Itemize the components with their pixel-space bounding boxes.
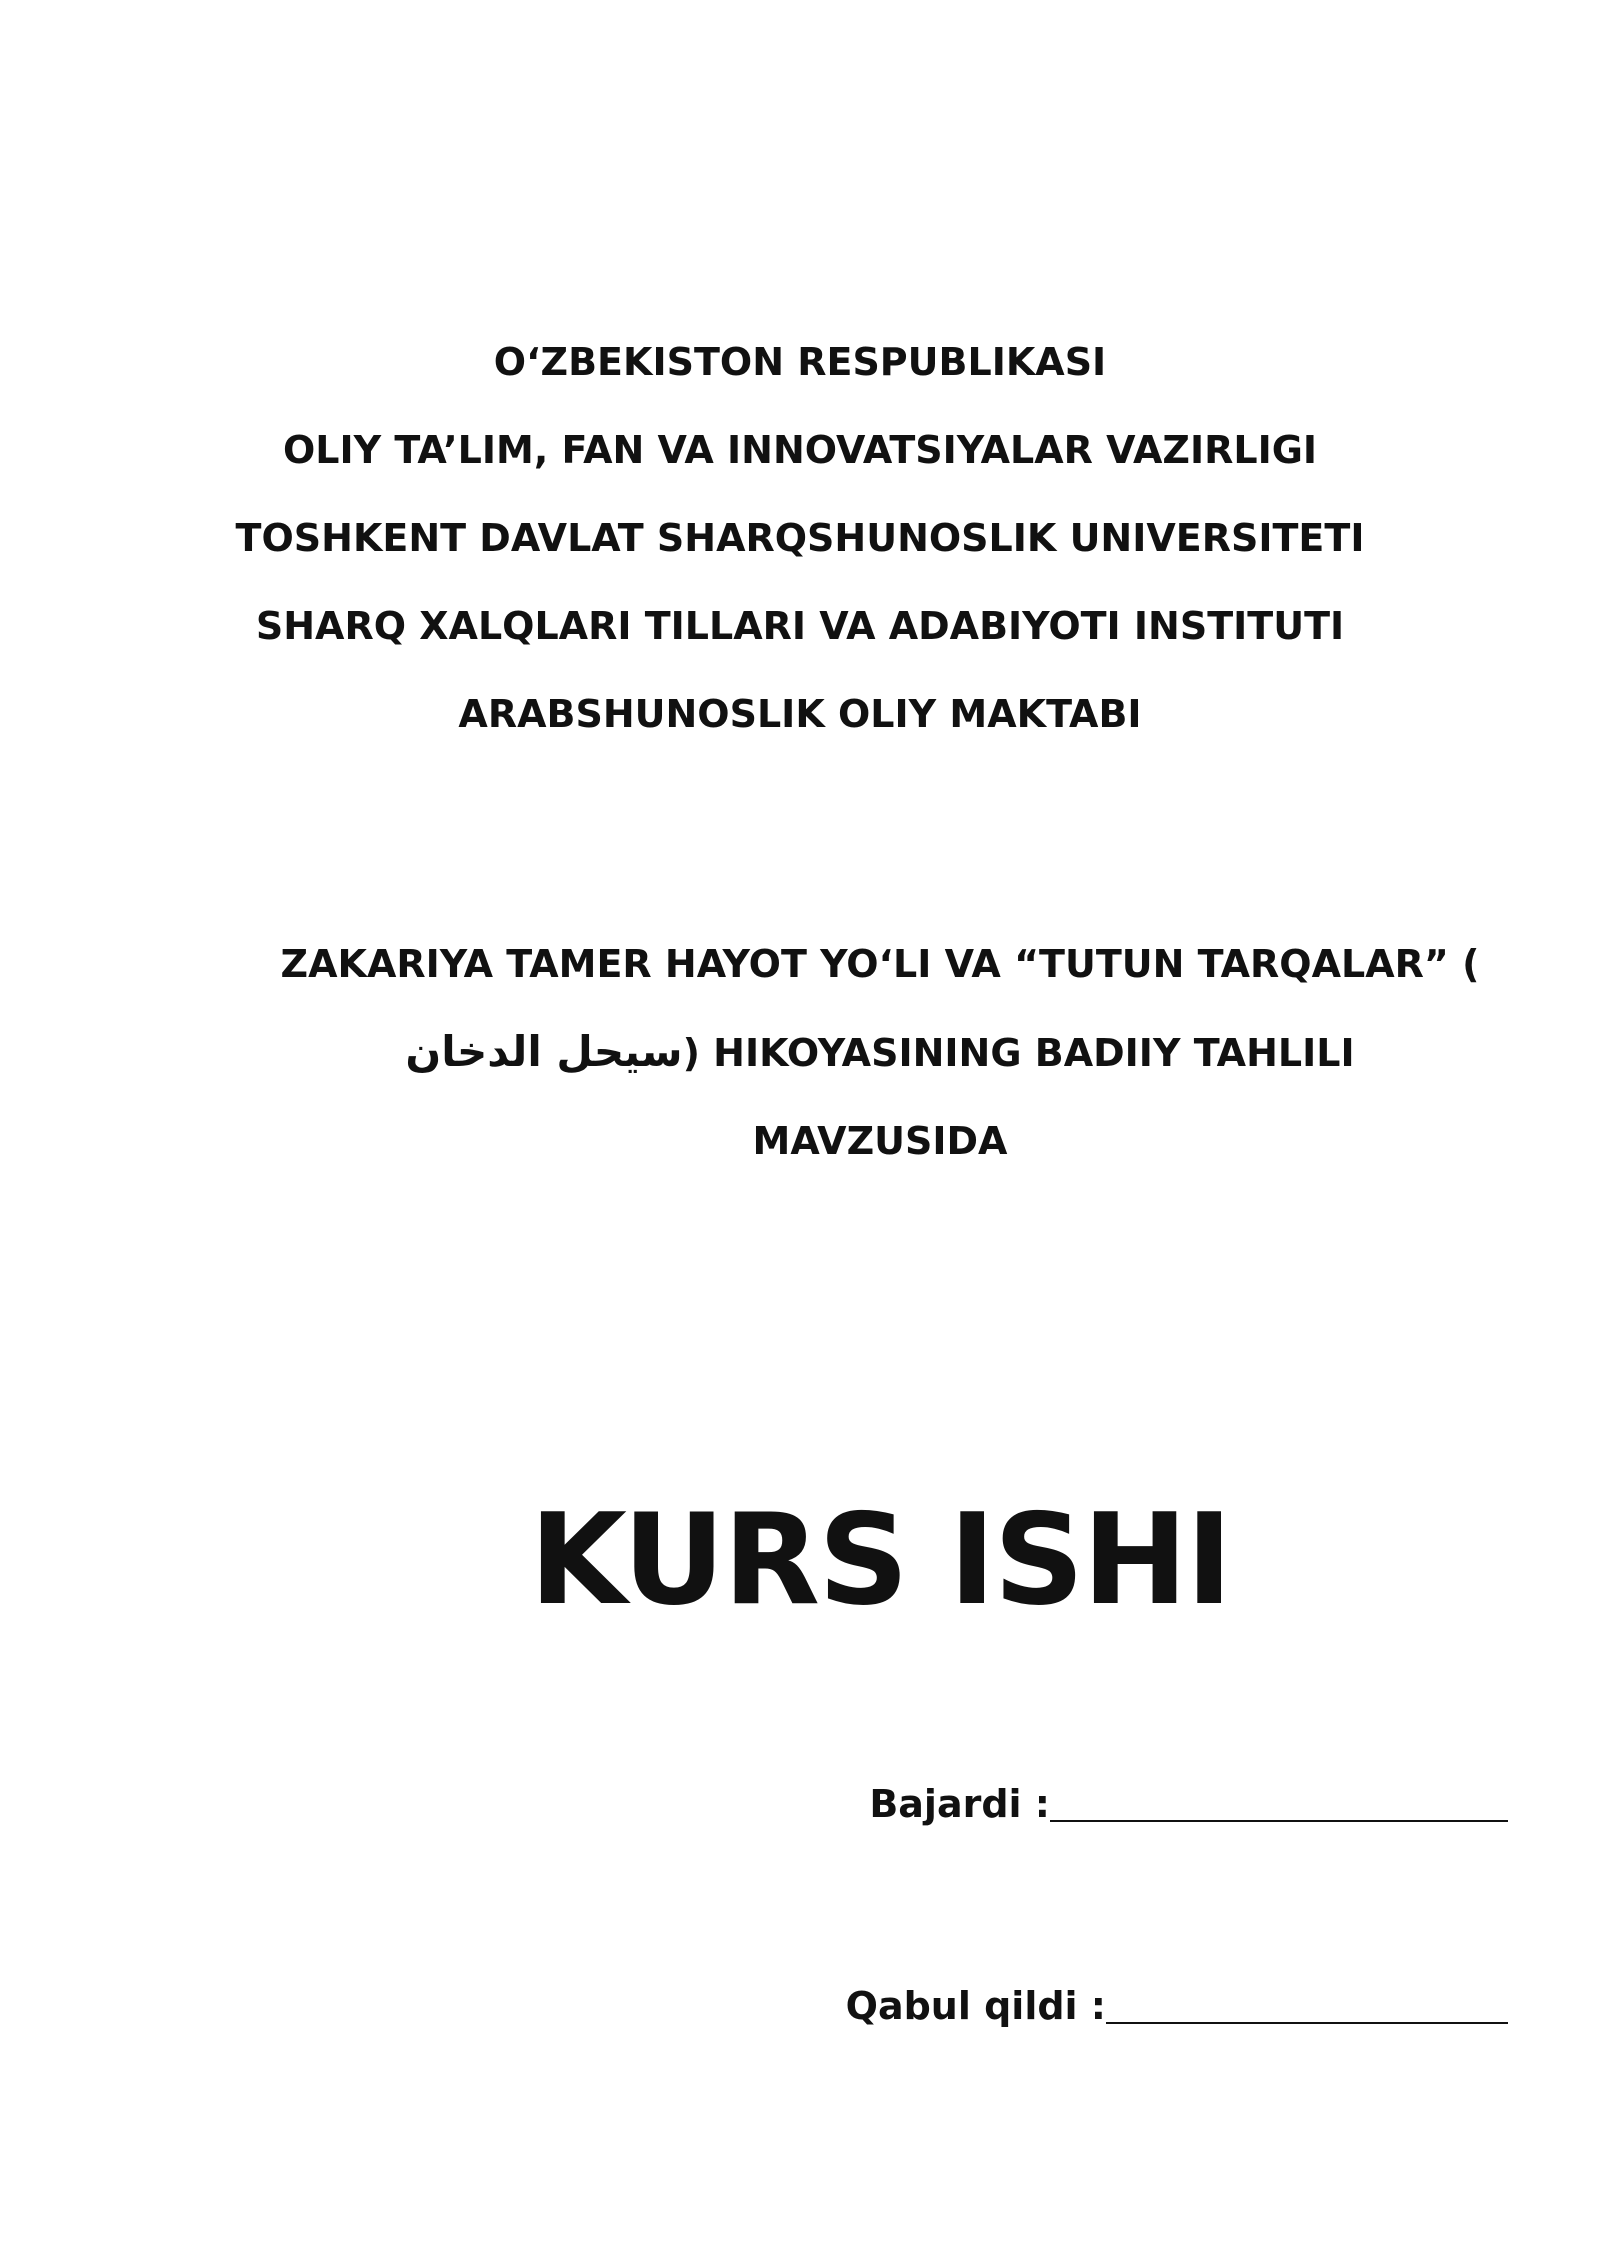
topic-block [240,920,1520,1185]
document-title: KURS ISHI [529,1486,1231,1633]
bajardi-label: Bajardi : [869,1782,1050,1826]
bajardi-blank-line [1050,1780,1508,1822]
qabul-qildi-label: Qabul qildi : [845,1984,1106,2028]
header-line-university: TOSHKENT DAVLAT SHARQSHUNOSLIK UNIVERSITETI [235,516,1365,560]
topic-line-3: MAVZUSIDA [752,1119,1008,1163]
topic-line-1: ZAKARIYA TAMER HAYOT YO‘LI VA “TUTUN TARQALAR” ( [280,942,1480,986]
topic-line-2 [240,1008,1520,1097]
topic-line-2-rest: ) HIKOYASINING BADIIY TAHLILI [682,1031,1355,1075]
qabul-qildi-row [846,1982,1508,2030]
institution-header [0,318,1600,758]
topic-arabic-title: سيحل الدخان [405,1027,683,1076]
header-line-institute: SHARQ XALQLARI TILLARI VA ADABIYOTI INSTITUTI [255,604,1345,648]
header-line-ministry: OLIY TA’LIM, FAN VA INNOVATSIYALAR VAZIRLIGI [282,428,1318,472]
header-line-country: O‘ZBEKISTON RESPUBLIKASI [493,340,1107,384]
bajardi-row [869,1780,1508,1828]
header-line-school: ARABSHUNOSLIK OLIY MAKTABI [458,692,1142,736]
qabul-qildi-blank-line [1106,1982,1508,2024]
